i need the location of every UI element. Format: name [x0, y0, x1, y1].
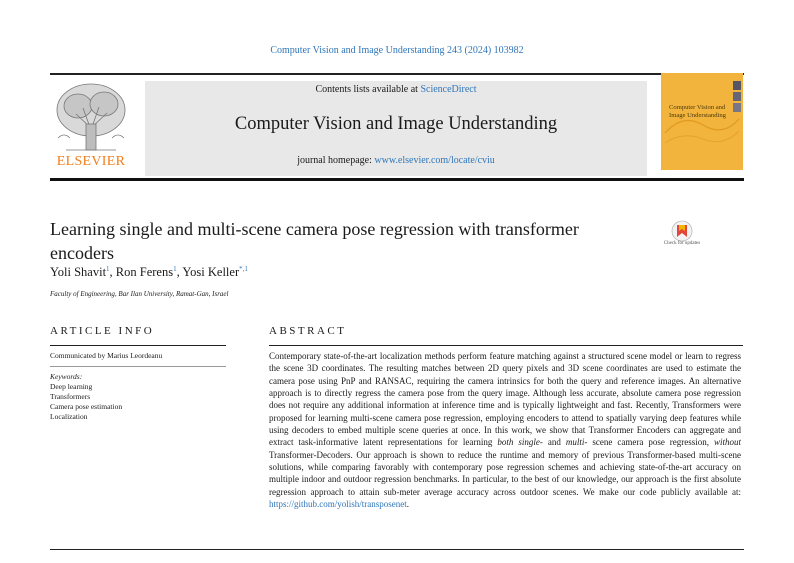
- author-name[interactable]: Yosi Keller: [182, 265, 240, 280]
- article-info-rule: [50, 345, 226, 346]
- author-affiliation-marker[interactable]: 1: [173, 265, 177, 273]
- check-for-updates-label[interactable]: Check for updates: [663, 241, 701, 246]
- contents-prefix: Contents lists available at: [315, 84, 418, 95]
- keyword: Deep learning: [50, 382, 93, 391]
- bookmark-icon: [662, 220, 702, 242]
- cover-art: [661, 73, 743, 170]
- abstract-rule: [269, 345, 743, 346]
- article-info-heading: ARTICLE INFO: [50, 325, 155, 337]
- author-affiliation-marker[interactable]: *,1: [239, 265, 248, 273]
- keyword: Localization: [50, 412, 88, 421]
- homepage-prefix: journal homepage:: [297, 155, 372, 166]
- journal-title: Computer Vision and Image Understanding: [234, 114, 558, 134]
- keyword: Transformers: [50, 392, 91, 401]
- homepage-link[interactable]: www.elsevier.com/locate/cviu: [374, 155, 495, 166]
- paper-title: Learning single and multi-scene camera pose regression with transformer encoders: [50, 219, 579, 263]
- communicated-by: Communicated by Marius Leordeanu: [50, 351, 163, 360]
- abstract-text: Contemporary state-of-the-art localization methods perform feature matching against a structured scene model or learn to regress the scene 3D coordinates. The resulting matches between 2D query pixels and 3D scene coordinates are used to estimate the camera pose using PnP and RANSAC, requiring the camera intrinsics for both the query and reference images. An alternative approach is to directly regress the camera pose from the query image. Although less accurate, absolute camera pose regression does not require any additional information at inference time and is typically lightweight and fast. Recently, Transformers were proposed for learning multi-scene camera pose regression, employing encoders to attend to spatially varying deep features while using decoders to embed multiple scene queries at once. In this work, we show that Transformer Encoders can aggregate and extract task-informative latent representations for learning both single- and multi- scene camera pose regression, without Transformer-Decoders. Our approach is shown to reduce the runtime and memory of previous Transformer-based multi-scene solutions, while comparing favorably with contemporary pose regression schemes and achieving state-of-the-art accuracy on multiple indoor and outdoor regression benchmarks. In particular, to the best of our knowledge, our approach is the first absolute regression approach to attain sub-meter average accuracy across outdoor scenes. We make our code publicly available at: https://github.com/yolish/transposenet.: [269, 351, 742, 510]
- author-affiliation-marker[interactable]: 1: [106, 265, 110, 273]
- author-name[interactable]: Ron Ferens: [115, 265, 174, 280]
- affiliation: Faculty of Engineering, Bar Ilan University, Ramat-Gan, Israel: [50, 290, 229, 298]
- keyword: Camera pose estimation: [50, 402, 123, 411]
- header-bottom-rule: [50, 178, 744, 181]
- journal-citation[interactable]: Computer Vision and Image Understanding 243 (2024) 103982: [270, 45, 524, 56]
- author-list: Yoli Shavit$^1$, Ron Ferens$^1$, Yosi Keller$^{*,1}$: [50, 265, 248, 280]
- footer-rule: [50, 549, 744, 550]
- check-for-updates-badge[interactable]: [662, 220, 702, 258]
- abstract-heading: ABSTRACT: [269, 325, 347, 337]
- author-name[interactable]: Yoli Shavit: [50, 265, 107, 280]
- sciencedirect-link[interactable]: ScienceDirect: [420, 84, 477, 95]
- header-top-rule: [50, 73, 744, 75]
- keywords-rule: [50, 366, 226, 367]
- journal-homepage-line: [145, 155, 647, 166]
- keywords-label: Keywords:: [50, 372, 83, 381]
- contents-line: [145, 84, 647, 95]
- journal-cover-image: [661, 73, 743, 170]
- code-repository-link[interactable]: https://github.com/yolish/transposenet: [269, 499, 407, 510]
- publisher-wordmark: ELSEVIER: [56, 154, 126, 169]
- cover-journal-title: Computer Vision and Image Understanding: [669, 104, 726, 119]
- keywords-block: [50, 372, 122, 422]
